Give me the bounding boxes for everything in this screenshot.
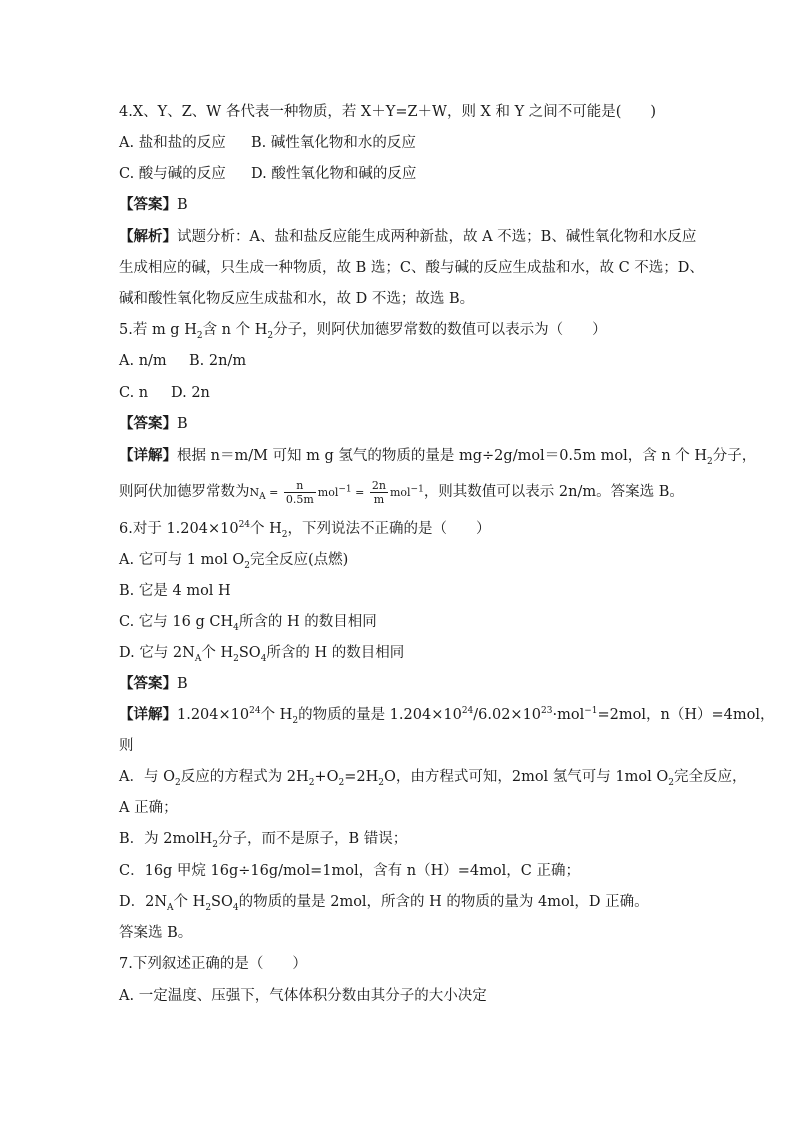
q4-analysis-line-3: 碱和酸性氧化物反应生成盐和水，故 D 不选；故选 B。 [119,291,475,307]
q4-option-a: A. 盐和盐的反应 [119,135,226,151]
q4-answer: 【答案】B [119,196,188,213]
q5-option-d: D. 2n [171,385,210,401]
q4-stem: 4.X、Y、Z、W 各代表一种物质，若 X＋Y=Z＋W，则 X 和 Y 之间不可能是( ) [119,104,657,120]
q5-option-c: C. n [119,385,149,401]
q4-analysis-line-2: 生成相应的碱，只生成一种物质，故 B 选；C、酸与碱的反应生成盐和水，故 C 不选；D、 [119,260,704,276]
q7-stem: 7.下列叙述正确的是（ ） [119,956,307,972]
q6-answer: 【答案】B [119,675,188,692]
q6-stem: 6.对于 $1.204\times 10^{24}$个 $H_2$，下列说法不正确的是（ ） [119,520,491,540]
q4-option-c: C. 酸与碱的反应 [119,166,226,182]
q6-option-d: D. 它与 $2N_A$个 $H_2SO_4$所含的 H 的数目相同 [119,645,405,664]
q7-option-a: A. 一定温度、压强下，气体体积分数由其分子的大小决定 [119,988,487,1004]
q6-detail-c: C．16g 甲烷 16g÷16g/mol=1mol，含有 n（H）=4mol，C 正确； [119,863,580,879]
q4-option-d: D. 酸性氧化物和碱的反应 [251,166,417,182]
q6-detail-line-1: 【详解】$1.204\times 10^{24}$个 $H_2$的物质的量是 $1.204\times 10^{24}/6.02\times 10^{23}\cdot mol^{-1}=2mol$，n（H）=4mol， [119,706,775,726]
q6-detail-b: B．为 2molH$_2$分子，而不是原子，B 错误； [119,831,408,850]
q6-option-c: C. 它与 16 g $CH_4$所含的 H 的数目相同 [119,614,377,633]
q5-fraction-1: $\frac{n}{0.5m}$ [285,478,314,506]
q6-conclusion: 答案选 B。 [119,925,193,941]
q6-option-b: B. 它是 4 mol H [119,583,231,599]
q6-detail-a-line-2: A 正确； [119,800,178,816]
q6-detail-d: D．$2N_A$个 $H_2SO_4$的物质的量是 2mol，所含的 H 的物质的量为 4mol，D 正确。 [119,894,649,913]
q5-formula-na: $N_A$ = [249,486,282,503]
q6-option-a: A. 它可与 1 mol $O_2$完全反应(点燃) [119,552,349,571]
q6-detail-a-line-1: A．与 $O_2$反应的方程式为 $2H_2+O_2=2H_2O$，由方程式可知，2mol 氢气可与 1mol $O_2$完全反应， [119,769,747,788]
q5-option-a: A. n/m [119,353,167,369]
q5-option-b: B. 2n/m [189,353,247,369]
q5-detail-line-1: 【详解】根据 n＝m/M 可知 m g 氢气的物质的量是 mg÷2g/mol＝0.5m mol，含 n 个 $H_2$分子， [119,447,757,467]
q4-option-b: B. 碱性氧化物和水的反应 [251,135,416,151]
q4-analysis-line-1: 【解析】试题分析：A、盐和盐反应能生成两种新盐，故 A 不选；B、碱性氧化物和水反应 [119,228,697,245]
q5-answer: 【答案】B [119,415,188,432]
q6-detail-line-2: 则 [119,738,134,754]
q5-stem: 5.若 m g $H_2$含 n 个 $H_2$分子，则阿伏加德罗常数的数值可以表示为（ ） [119,322,607,341]
q5-fraction-2: $\frac{2n}{m}$ [371,478,386,506]
q5-detail-line-2: 则阿伏加德罗常数为$N_A$ = $\frac{n}{0.5m}$ mol$^{-1}$ = $\frac{2n}{m}$ mol$^{-1}$，则其数值可以表示 2n/m。答案选 B。 [119,478,684,506]
